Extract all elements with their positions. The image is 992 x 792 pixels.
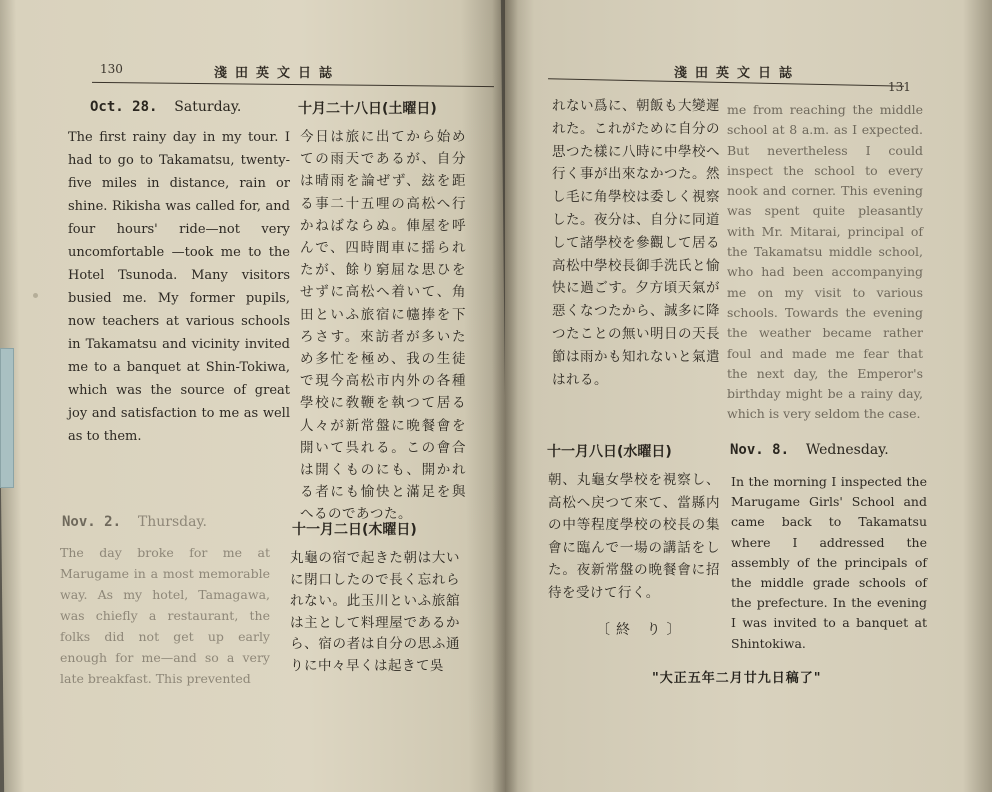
left-running-head: 淺田英文日誌 xyxy=(214,66,341,81)
entry-date-oct28 xyxy=(90,99,241,115)
english-text-nov2: The day broke for me at Marugame in a most memorable way. As my hotel, Tamagawa, was chiefly a restaurant, the folks did not get up early enough for me—and so a very late breakfast. This prevented xyxy=(60,545,270,686)
right-page-number: 131 xyxy=(888,80,911,94)
english-text-nov8: In the morning I inspected the Marugame Girls' School and came back to Takamatsu where I addressed the assembly of the principals of the middle grade schools of the prefecture. In the evening I was invited to a banquet at Shintokiwa. xyxy=(731,474,927,651)
entry-date-text: Nov. 2. xyxy=(62,514,122,530)
entry-date-text: Nov. 8. xyxy=(730,442,790,458)
entry-weekday: Thursday. xyxy=(137,514,207,530)
jp-date-nov2: 十一月二日(木曜日) xyxy=(292,522,417,538)
jp-date-oct28: 十月二十八日(土曜日) xyxy=(298,101,437,117)
colophon: "大正五年二月廿九日稿了" xyxy=(652,671,822,686)
japanese-text-nov2: 丸龜の宿で起きた朝は大いに閉口したので長く忘れられない。此玉川といふ旅舘は主として料理屋であるから、宿の者は自分の思ふ通りに中々早くは起きて吳 xyxy=(290,550,460,674)
entry-date-text: Oct. 28. xyxy=(90,99,158,115)
english-text-oct28: The first rainy day in my tour. I had to go to Takamatsu, twenty-five miles in distance, rain or shine. Rikisha was called for, and four hours' ride—not very uncomfortable —took me to the Hotel Tsunoda. Many visitors busied me. My former pupils, now teachers at various schools in Takamatsu and vicinity invited me to a banquet at Shin-Tokiwa, which was the source of great joy and satisfaction to me as well as to them. xyxy=(68,130,290,444)
japanese-text-nov8: 朝、丸龜女學校を視察し、高松へ戻つて來て、當縣内の中等程度學校の校長の集會に臨んで一場の講話をした。夜新常盤の晩餐會に招待を受けて行く。 xyxy=(548,472,720,601)
entry-weekday: Saturday. xyxy=(174,99,242,115)
book-gutter xyxy=(492,0,518,792)
english-continuation: me from reaching the middle school at 8 a.m. as I expected. But nevertheless I could inspect the school to every nook and corner. This evening was spent quite pleasantly with Mr. Mitarai, principal of the Takamatsu middle school, who had been accompanying me on my visit to various schools. Towards the evening the weather became rather foul and made me fear that the next day, the Emperor's birthday might be a rainy day, which is very seldom the case. xyxy=(727,102,923,422)
bookmark-tab xyxy=(0,348,14,488)
entry-date-nov8 xyxy=(730,442,889,458)
entry-weekday: Wednesday. xyxy=(805,442,889,458)
entry-date-nov2 xyxy=(62,514,207,530)
japanese-text-oct28: 今日は旅に出てから始めての雨天であるが、自分は晴雨を論ぜず、玆を距る事二十五哩の高松へ行かねばならぬ。俥屋を呼んで、四時間車に揺られたが、餘り窮屈な思ひをせずに高松へ着いて、角田といふ旅宿に幰捧を下ろさす。來訪者が多いため多忙を極め、我の生徒で現今高松市内外の各種學校に敎鞭を執つて居る人々が新常盤に晩餐會を開いて呉れる。この會合は開くものにも、開かれる者にも愉快と滿足を與へるのであつた。 xyxy=(300,129,466,523)
japanese-continuation: れない爲に、朝飯も大變遲れた。これがために自分の思つた樣に八時に中學校へ行く事が出來なかつた。然し毛に角學校は委しく視察した。夜分は、自分に同道して諸學校を參觀して居る高松中學校長御手洗氏と愉快に過ごす。夕方頃天氣が惡くなつたから、誠多に降つたことの無い明日の天長節は雨かも知れないと氣遣はれる。 xyxy=(552,98,720,388)
jp-date-nov8: 十一月八日(水曜日) xyxy=(547,444,672,460)
paper-spot xyxy=(33,293,38,298)
end-mark: 〔終 り〕 xyxy=(596,622,687,638)
right-running-head: 淺田英文日誌 xyxy=(674,66,801,81)
left-page-number: 130 xyxy=(100,62,123,76)
